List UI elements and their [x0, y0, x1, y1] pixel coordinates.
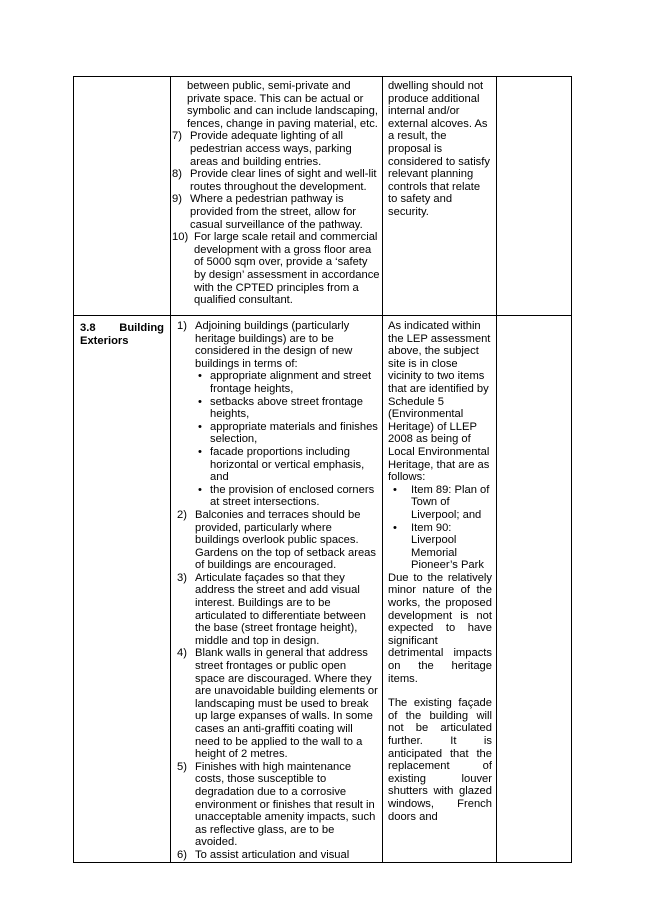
- comment-cell: [383, 316, 497, 863]
- compliance-cell: [497, 77, 572, 316]
- list-item: 2) Balconies and terraces should be provided, particularly where buildings overlook public spaces. Gardens on the top of setback areas of buildings are encouraged.: [177, 508, 376, 572]
- list-item: 3) Articulate façades so that they address the street and add visual interest. Buildings are to be articulated to differentiate between the base (street frontage height), middle and top in design.: [177, 571, 366, 647]
- requirement-continued-text: between public, semi-private and private space. This can be actual or symbolic and can include landscaping, fences, change in paving material, etc.: [187, 80, 378, 130]
- list-item: • appropriate materials and finishes selection,: [195, 421, 378, 446]
- list-item: 10) For large scale retail and commercial development with a gross floor area of 5000 sqm over, provide a ‘safety by design’ assessment in accordance with the CPTED principles from a qualified consultant.: [172, 231, 380, 307]
- control-heading-cell: [74, 77, 171, 316]
- section-heading: 3.8 Building: [80, 322, 164, 334]
- list-item: • appropriate alignment and street frontage heights,: [195, 370, 378, 395]
- list-item: 9) Where a pedestrian pathway is provided from the street, allow for casual surveillance of the pathway.: [172, 193, 363, 231]
- list-item: • Item 90: Liverpool Memorial Pioneer’s Park: [388, 522, 492, 572]
- comment-text: As indicated within the LEP assessment above, the subject site is in close vicinity to two items that are identified by Schedule 5 (Environmental Heritage) of LLEP 2008 as being of Local Environmental Heritage, that are as follows:: [388, 320, 491, 484]
- list-item: 4) Blank walls in general that address street frontages or public open space are discouraged. Where they are unavoidable building elements or landscaping must be used to break up large expanses of walls. In some cases an anti-graffiti coating will need to be applied to the wall to a height of 2 metres.: [177, 647, 378, 761]
- compliance-cell: [497, 316, 572, 863]
- assessment-table-row2: [73, 315, 572, 863]
- list-item: 5) Finishes with high maintenance costs, those susceptible to degradation due to a corrosive environment or finishes that result in unacceptable amenity impacts, such as reflective glass, are to be avoided.: [177, 760, 376, 849]
- requirement-list: [172, 130, 380, 306]
- comment-text: The existing façade of the building will not be articulated further. It is anticipated that the replacement of existing louver shutters with glazed windows, French doors and: [388, 697, 492, 823]
- list-item: 1) Adjoining buildings (particularly heritage buildings) are to be considered in the design of new buildings in terms of: • appropriate alignment and street frontage heights, • setbacks above street frontage heights, • appropriate materials and finishes selection, • facade proportions including horizontal or vertical emphasis, and • the provision of enclosed corners at street intersections.: [177, 320, 378, 509]
- comment-text: Due to the relatively minor nature of the works, the proposed development is not expected to have significant detrimental impacts on the heritage items.: [388, 571, 492, 685]
- list-item: 6) To assist articulation and visual: [177, 848, 350, 861]
- comment-cell: [383, 77, 497, 316]
- list-item: 8) Provide clear lines of sight and well-lit routes throughout the development.: [172, 168, 377, 193]
- comment-text: dwelling should not produce additional internal and/or external alcoves. As a result, the proposal is considered to satisfy relevant planning controls that relate to safety and security.: [388, 80, 490, 218]
- list-item: • Item 89: Plan of Town of Liverpool; and: [388, 484, 492, 522]
- requirements-cell: [171, 316, 383, 863]
- row1-requirements: [172, 80, 380, 307]
- section-heading-cont: Exteriors: [80, 334, 129, 347]
- table-row: [74, 316, 572, 863]
- sub-bullet-list: [195, 370, 378, 509]
- list-item: • setbacks above street frontage heights,: [195, 396, 378, 421]
- control-heading-cell: [74, 316, 171, 863]
- list-item: • the provision of enclosed corners at street intersections.: [195, 484, 378, 509]
- list-item: 7) Provide adequate lighting of all pedestrian access ways, parking areas and building entries.: [172, 130, 352, 168]
- list-item: • facade proportions including horizontal or vertical emphasis, and: [195, 446, 378, 484]
- requirement-list: [177, 320, 378, 862]
- heritage-item-list: [388, 484, 492, 572]
